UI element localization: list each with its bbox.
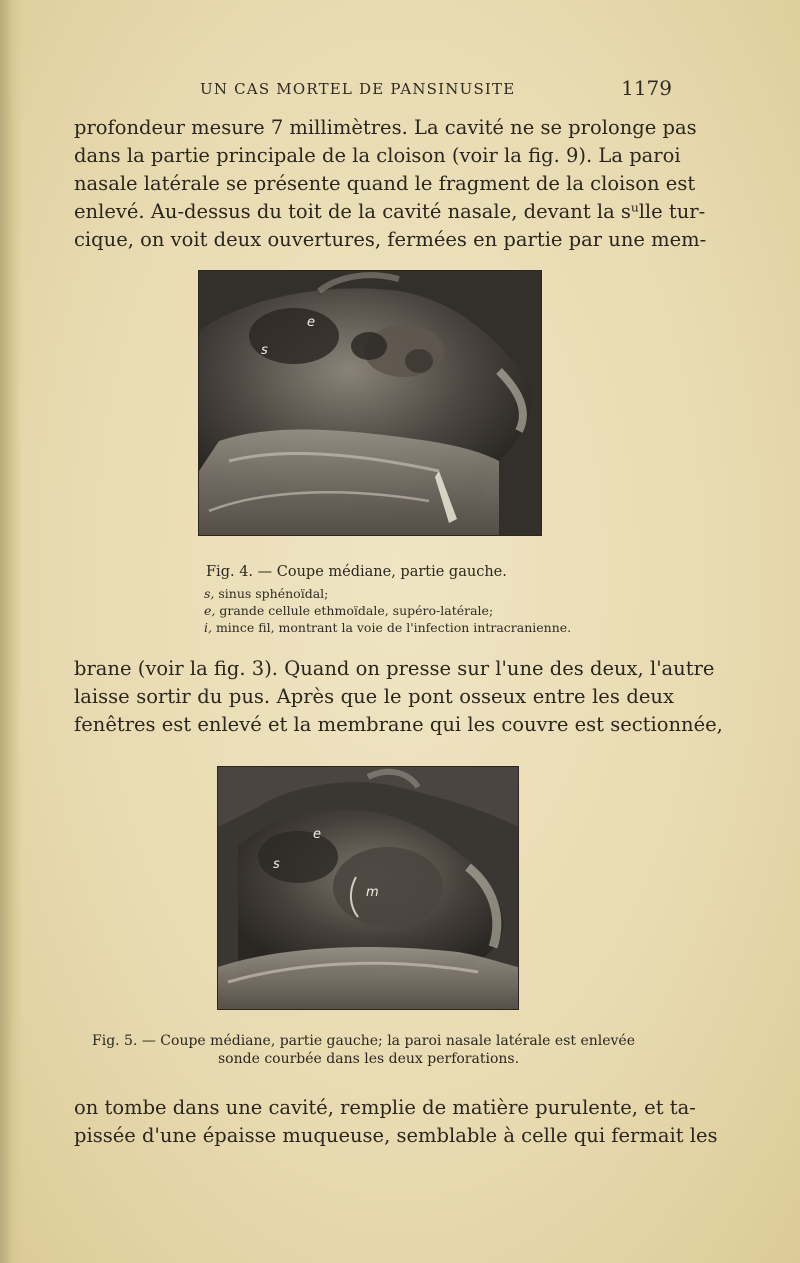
- legend-item: i, mince fil, montrant la voie de l'infection intracranienne.: [204, 620, 572, 635]
- figure-4-image: [199, 271, 541, 535]
- paragraph-1: [74, 114, 707, 254]
- text-line: fenêtres est enlevé et la membrane qui les couvre est sectionnée,: [74, 713, 723, 736]
- figure-4-legend: [204, 585, 571, 636]
- figure-5-label-e: e: [313, 827, 321, 842]
- running-head: UN CAS MORTEL DE PANSINUSITE: [200, 80, 516, 98]
- text-line: pissée d'une épaisse muqueuse, semblable à celle qui fermait les: [74, 1124, 718, 1147]
- text-line: laisse sortir du pus. Après que le pont osseux entre les deux: [74, 685, 674, 708]
- figure-4-caption: Fig. 4. — Coupe médiane, partie gauche.: [206, 564, 507, 580]
- text-line: nasale latérale se présente quand le fragment de la cloison est: [74, 172, 696, 195]
- figure-5-caption-line-2: sonde courbée dans les deux perforations.: [218, 1051, 520, 1067]
- text-line: on tombe dans une cavité, remplie de matière purulente, et ta-: [74, 1096, 696, 1119]
- text-line: brane (voir la fig. 3). Quand on presse sur l'une des deux, l'autre: [74, 657, 715, 680]
- legend-item: e, grande cellule ethmoïdale, supéro-latérale;: [204, 603, 494, 618]
- text-line: profondeur mesure 7 millimètres. La cavité ne se prolonge pas: [74, 116, 697, 139]
- page-number: 1179: [621, 76, 672, 100]
- figure-5-photograph: [217, 766, 519, 1010]
- figure-5-label-m: m: [366, 885, 379, 900]
- figure-4-label-e: e: [307, 315, 315, 330]
- text-line: cique, on voit deux ouvertures, fermées en partie par une mem-: [74, 228, 707, 251]
- paragraph-3: [74, 1094, 718, 1150]
- figure-5-caption-line-1: Fig. 5. — Coupe médiane, partie gauche; la paroi nasale latérale est enlevée: [92, 1033, 636, 1049]
- page-binding-edge: [0, 0, 22, 1263]
- figure-4-photograph: [198, 270, 542, 536]
- paragraph-2: [74, 655, 723, 739]
- text-line: enlevé. Au-dessus du toit de la cavité nasale, devant la sᵘlle tur-: [74, 200, 706, 223]
- text-line: dans la partie principale de la cloison (voir la fig. 9). La paroi: [74, 144, 681, 167]
- figure-4-label-s: s: [261, 343, 268, 358]
- legend-item: s, sinus sphénoïdal;: [204, 586, 329, 601]
- figure-5-label-s: s: [273, 857, 280, 872]
- page-header: [200, 76, 672, 102]
